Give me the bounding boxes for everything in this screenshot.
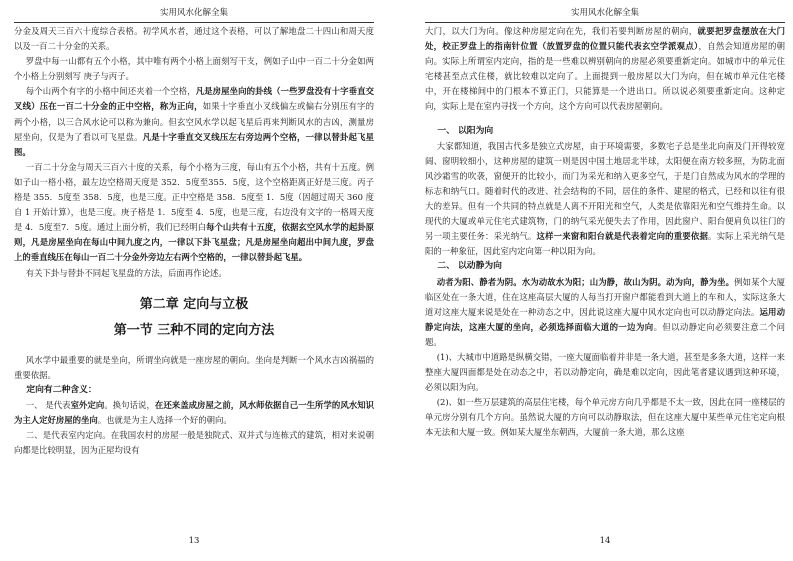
left-page xyxy=(14,0,374,561)
text-run: 大家都知道，我国古代多是独立式房屋，由于环境需要，多数宅子总是坐北向南及门开得较宽阔、窗明较细小，这种房屋的建筑一则是因中国土地居北半球，太阳便在南方较多照，为防北面风沙霜雪的吹袭，窗便开的比较小，而门为采光和纳入更多空气，于是门自然成为风水的学理的标志和纳气口。随着时代的改进、社会结构的不同，居住的条件、建屋的格式，已经和以往有很大的差异。但有一个共同的特点就是人离不开阳光和空气，人类是依靠阳光和空气维持生命。以现代的大厦或单元住宅式建筑物，门的纳气采光便失去了作用，因此窗户、阳台便肩负以往门的另一项主要任务：采光纳气。 xyxy=(425,140,785,242)
paragraph xyxy=(14,398,374,428)
subheading: 一、 以阳为向 xyxy=(437,125,494,136)
bold-run: 动者为阳、静者为阴。水为动故水为阳；山为静，故山为阴。动为向，静为坐。 xyxy=(436,276,735,287)
header-rule xyxy=(425,22,785,23)
text-run: 一百二十分金与周天三百六十度的关系，每个小格为三度，每山有五个小格，共有十五度。例如子山一格小格，最左边空格周天度是 352．5度至355．5度，这个空格距离正好是三度。丙子格是 355．5度至 358．5度，也是三度。正中空格是 358．5度至 1．5度（因超过周天 360 度自 1 开始计算），也是三度。庚子格是 1．5度至 4．5度，也是三度，右边没有文字的一格周天度是 4．5度至7．5度。通过上面分析，我们已经明白 xyxy=(14,161,374,233)
page-header: 实用风水化解全集 xyxy=(159,8,228,18)
text-run: ，自然会知道房屋的朝向。实际上所谓室内定向，指的是一些难以辨别朝向的房屋必须要重新定向。如城市中的单元住宅楼甚至点式住楼，就比较难以定向了。上面提到一般房屋以大门为向，但在城市单元住宅楼中，开在楼梯间中的门根本不算正门，只能算是一个进出口。所以说必须要重新定向。这种定向，实际上是在室内寻找一个方向，这个方向可以代表房屋朝向。 xyxy=(425,41,785,112)
bold-run: 运用动静定向法，这座大厦的坐向，必须选择面临大道的一边为向 xyxy=(425,306,785,332)
chapter-title: 第二章 定向与立极 xyxy=(139,296,249,312)
bold-run: 室外定向 xyxy=(70,399,105,410)
text-run: 。换句话说， xyxy=(104,399,155,410)
text-run: 如果十字垂直小叉线偏左或偏右分别压有字的两个小格，以三合风水论可以称为兼向。但玄空风水学以起飞星后再来判断风水的吉凶，测量房屋坐向，仅是为了看以可飞星盘。 xyxy=(14,101,374,142)
text-run: 一、 是代表 xyxy=(25,399,71,410)
paragraph: 分金及周天三百六十度综合表格。初学风水者，通过这个表格，可以了解地盘二十四山和周天度以及一百二十分金的关系。 xyxy=(14,26,374,52)
paragraph: 二、是代表室内定向。在我国农村的房屋一般是独院式、双并式与连栋式的建筑，相对来说朝向都是比较明显，因为正屋均设有 xyxy=(14,430,374,456)
header-rule xyxy=(14,22,374,23)
text-run: 。但以动静定向必须要注意二个问题。 xyxy=(425,321,785,347)
paragraph: 风水学中最重要的就是坐向，所谓坐向就是一座房屋的朝向。坐向是判断一个风水吉凶祸福的重要依据。 xyxy=(14,354,374,380)
section-title: 第一节 三种不同的定向方法 xyxy=(113,322,275,338)
text-run: 。也就是为主人选择一个好的朝向。 xyxy=(97,414,232,425)
bold-run: 就要把罗盘摆放在大门处，校正罗盘上的指南针位置（放置罗盘的位置只能代表玄空学派观点） xyxy=(425,26,785,52)
paragraph xyxy=(14,160,374,266)
page-number: 14 xyxy=(599,536,611,546)
paragraph: 有关下卦与替卦不同起飞星盘的方法，后面再作论述。 xyxy=(25,267,227,278)
paragraph: (2)、如一些万层建筑的高层住宅楼，每个单元房方向几乎都是不太一致，因此在同一座楼层的单元房分别有几个方向。虽然说大厦的方向可以动静取法，但在这座大厦中某些单元住宅定向根本无法和大厦一致。例如某大厦坐东朝西，大厦前一条大道，那么这座 xyxy=(425,397,785,438)
page-number: 13 xyxy=(188,536,200,546)
paragraph xyxy=(14,84,374,159)
right-page-body xyxy=(425,24,785,441)
bold-run: 凡是房屋坐向的卦线（一些罗盘没有十字垂直交叉线）压在一百二十分金的正中空格，称为正向， xyxy=(14,86,374,112)
text-run: 。实际上采光纳气是阳的一种象征，因此室内定向第一种以阳为向。 xyxy=(425,231,785,257)
paragraph: (1)、大城市中道路是纵横交错，一座大厦面临着并非是一条大道，甚至是多条大道，这样一来整座大厦四面都是处在动态之中，若以动静定向，确是难以定向，因此笔者建议遇到这种环境，必须以阳为向。 xyxy=(425,351,785,393)
bold-run: 在还来盖成房屋之前，风水师依据自己一生所学的风水知识为主人定好房屋的坐向 xyxy=(14,399,374,425)
paragraph: 罗盘中每一山都有五个小格，其中唯有两个小格上面刻写干支，例如子山中一百二十分金如两个小格上分别刻写 庚子与丙子。 xyxy=(14,56,374,82)
paragraph xyxy=(425,24,785,115)
spacer xyxy=(425,115,785,124)
page-header: 实用风水化解全集 xyxy=(570,8,639,18)
subheading: 二、 以动静为向 xyxy=(437,261,502,272)
bold-run: 这样一来窗和阳台就是代表着定向的重要依据 xyxy=(536,231,709,242)
right-page xyxy=(425,0,785,561)
subheading: 定向有二种含义： xyxy=(26,384,97,395)
bold-run: 凡是十字垂直交叉线压左右旁边两个空格，一律以替卦起飞星图。 xyxy=(14,131,374,157)
left-page-body xyxy=(14,24,374,458)
text-run: 大门，以大门为向。像这种房屋定向在先，我们若要判断房屋的朝向， xyxy=(425,26,698,36)
paragraph xyxy=(425,275,785,350)
paragraph xyxy=(425,139,785,260)
text-run: 例如某个大厦临区处在一条大道，住在这座高层大厦的人每当打开窗户都能看到大道上的车和人，实际这条大道对这座大厦来说是处在一种动态之中，因此说这座大厦中风水定向也可以动静定向法。 xyxy=(425,276,785,317)
bold-run: 每个山共有十五度，依据玄空风水学的起卦原则，凡是房屋坐向在每山中间九度之内，一律以下卦飞星盘；凡是房屋坐向超出中间九度，罗盘上的垂直线压在每山一百二十分金外旁边左右两个空格的，一律以替卦起飞星。 xyxy=(14,222,374,263)
text-run: 每个山两个有字的小格中间还夹着一个空格， xyxy=(25,86,196,97)
